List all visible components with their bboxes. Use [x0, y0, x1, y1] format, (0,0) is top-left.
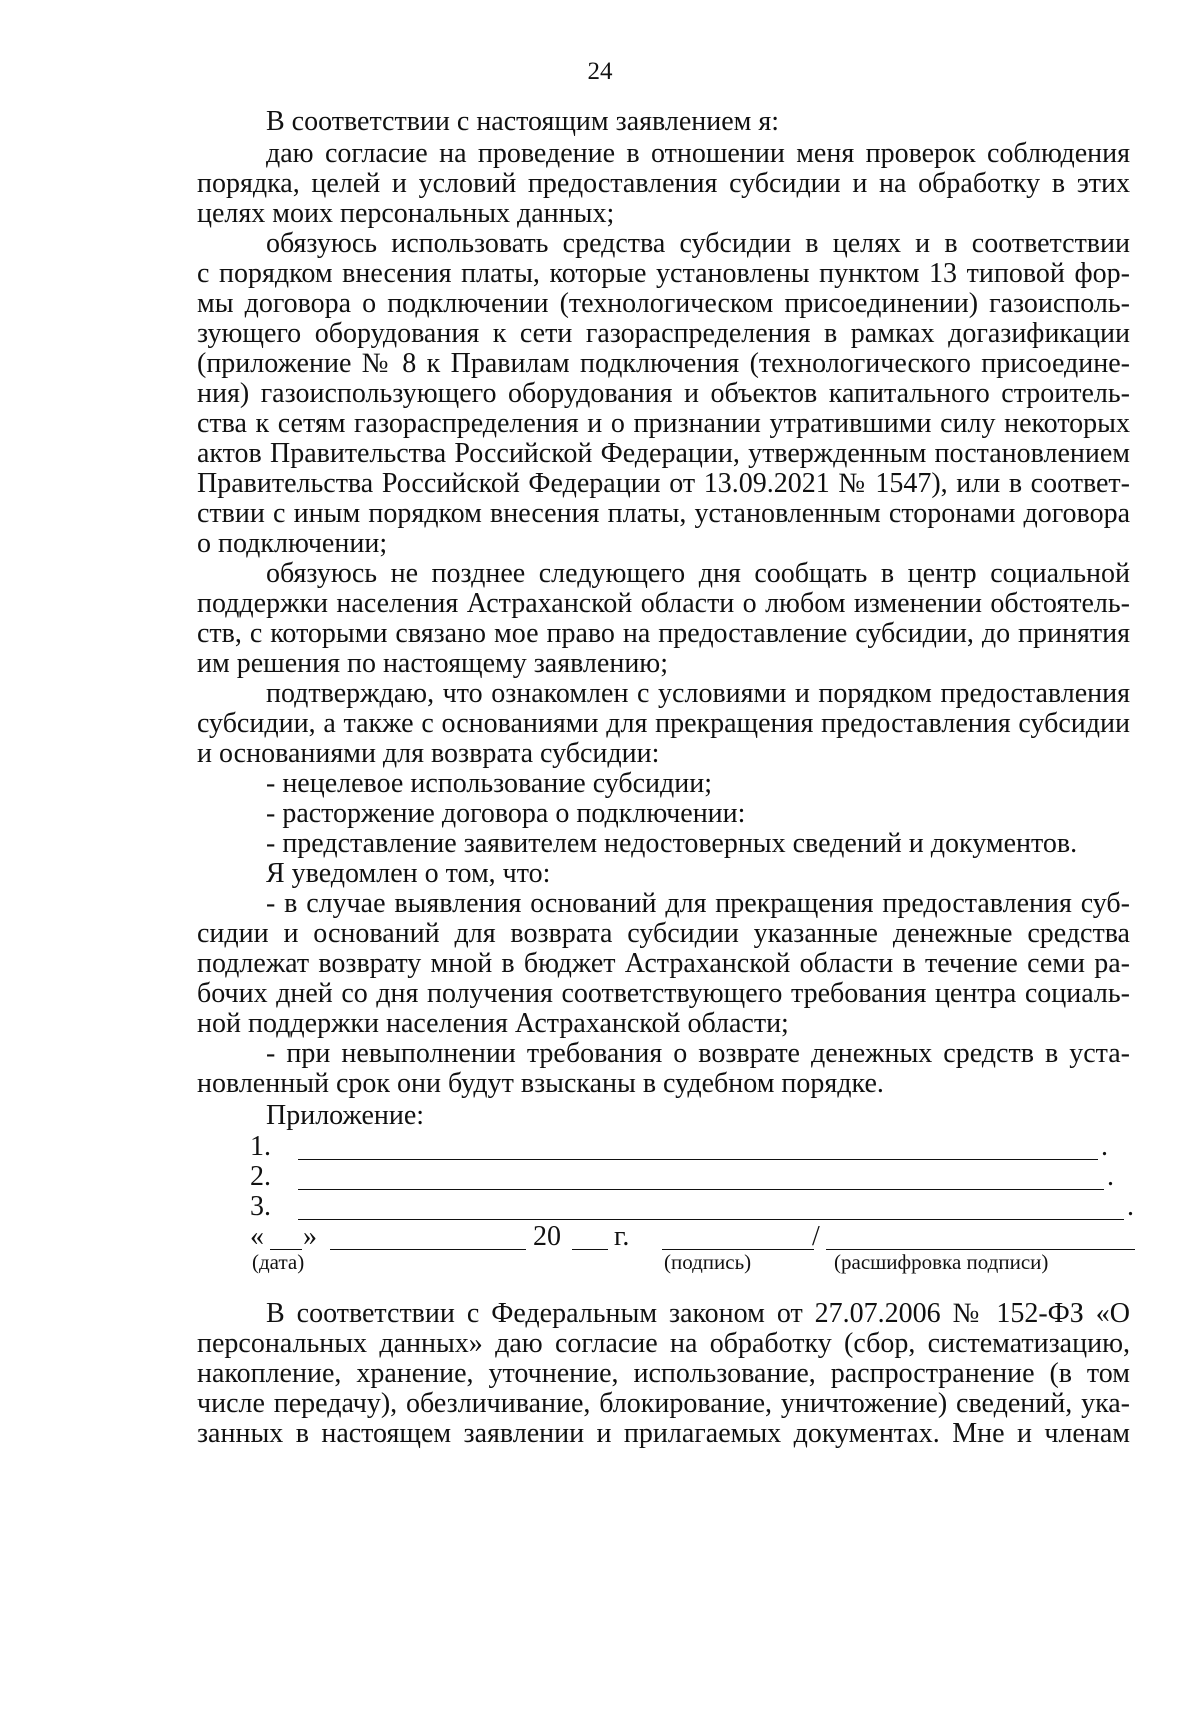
- year-prefix: 20: [533, 1221, 561, 1252]
- text-line: бочих дней со дня получения соответствующего требования центра социаль-: [197, 978, 1130, 1009]
- text-line: накопление, хранение, уточнение, использование, распространение (в том: [197, 1358, 1130, 1389]
- appendix-blank-1[interactable]: [298, 1159, 1098, 1160]
- text-line: актов Правительства Российской Федерации, утвержденным постановлением: [197, 438, 1130, 469]
- appendix-blank-3[interactable]: [298, 1219, 1124, 1220]
- text-line: - при невыполнении требования о возврате денежных средств в уста-: [266, 1038, 1130, 1069]
- date-month-blank[interactable]: [330, 1249, 526, 1250]
- text-line: им решения по настоящему заявлению;: [197, 648, 668, 679]
- year-suffix: г.: [614, 1221, 630, 1252]
- appendix-number: 3.: [250, 1191, 271, 1222]
- text-line: обязуюсь использовать средства субсидии в целях и в соответствии: [266, 228, 1130, 259]
- quote-close: »: [303, 1221, 317, 1252]
- caption-date: (дата): [252, 1250, 305, 1274]
- text-line: числе передачу), обезличивание, блокирование, уничтожение) сведений, ука-: [197, 1388, 1130, 1419]
- caption-signature: (подпись): [664, 1250, 752, 1274]
- text-line: ной поддержки населения Астраханской области;: [197, 1008, 789, 1039]
- caption-decode: (расшифровка подписи): [834, 1250, 1049, 1274]
- text-line: с порядком внесения платы, которые установлены пунктом 13 типовой фор-: [197, 258, 1130, 289]
- text-line: о подключении;: [197, 528, 388, 559]
- appendix-end-mark: .: [1107, 1161, 1114, 1192]
- list-item: - нецелевое использование субсидии;: [266, 768, 713, 799]
- appendix-end-mark: .: [1127, 1191, 1134, 1222]
- text-line: Правительства Российской Федерации от 13.09.2021 № 1547), или в соответ-: [197, 468, 1130, 499]
- date-year-blank[interactable]: [572, 1249, 608, 1250]
- slash-separator: /: [812, 1221, 820, 1252]
- text-line: порядка, целей и условий предоставления субсидии и на обработку в этих: [197, 168, 1130, 199]
- appendix-end-mark: .: [1101, 1131, 1108, 1162]
- text-line: ств, с которыми связано мое право на предоставление субсидии, до принятия: [197, 618, 1130, 649]
- text-line: сидии и оснований для возврата субсидии указанные денежные средства: [197, 918, 1130, 949]
- text-line: персональных данных» даю согласие на обработку (сбор, систематизацию,: [197, 1328, 1130, 1359]
- statement-lead: В соответствии с настоящим заявлением я:: [266, 106, 780, 137]
- text-line: новленный срок они будут взысканы в судебном порядке.: [197, 1068, 884, 1099]
- text-line: ства к сетям газораспределения и о признании утратившими силу некоторых: [197, 408, 1130, 439]
- text-line: ния) газоиспользующего оборудования и объектов капитального строитель-: [197, 378, 1130, 409]
- list-item: - расторжение договора о подключении:: [266, 798, 746, 829]
- text-line: - в случае выявления оснований для прекращения предоставления суб-: [266, 888, 1130, 919]
- text-line: мы договора о подключении (технологическом присоединении) газоисполь-: [197, 288, 1130, 319]
- list-item: - представление заявителем недостоверных сведений и документов.: [266, 828, 1078, 859]
- text-line: ствии с иным порядком внесения платы, установленным сторонами договора: [197, 498, 1130, 529]
- text-line: даю согласие на проведение в отношении меня проверок соблюдения: [266, 138, 1130, 169]
- text-line: субсидии, а также с основаниями для прекращения предоставления субсидии: [197, 708, 1130, 739]
- text-line: целях моих персональных данных;: [197, 198, 615, 229]
- notice-lead: Я уведомлен о том, что:: [266, 858, 551, 889]
- text-line: (приложение № 8 к Правилам подключения (технологического присоедине-: [197, 348, 1130, 379]
- appendix-title: Приложение:: [266, 1100, 425, 1131]
- text-line: зующего оборудования к сети газораспределения в рамках догазификации: [197, 318, 1130, 349]
- text-line: В соответствии с Федеральным законом от 27.07.2006 № 152-ФЗ «О: [266, 1298, 1130, 1329]
- appendix-number: 2.: [250, 1161, 271, 1192]
- text-line: подлежат возврату мной в бюджет Астраханской области в течение семи ра-: [197, 948, 1130, 979]
- text-line: занных в настоящем заявлении и прилагаемых документах. Мне и членам: [197, 1418, 1130, 1449]
- quote-open: «: [250, 1221, 264, 1252]
- text-line: подтверждаю, что ознакомлен с условиями и порядком предоставления: [266, 678, 1130, 709]
- text-line: обязуюсь не позднее следующего дня сообщать в центр социальной: [266, 558, 1130, 589]
- page-number: 24: [587, 58, 613, 85]
- appendix-blank-2[interactable]: [298, 1189, 1104, 1190]
- text-line: поддержки населения Астраханской области о любом изменении обстоятель-: [197, 588, 1130, 619]
- appendix-number: 1.: [250, 1131, 271, 1162]
- text-line: и основаниями для возврата субсидии:: [197, 738, 660, 769]
